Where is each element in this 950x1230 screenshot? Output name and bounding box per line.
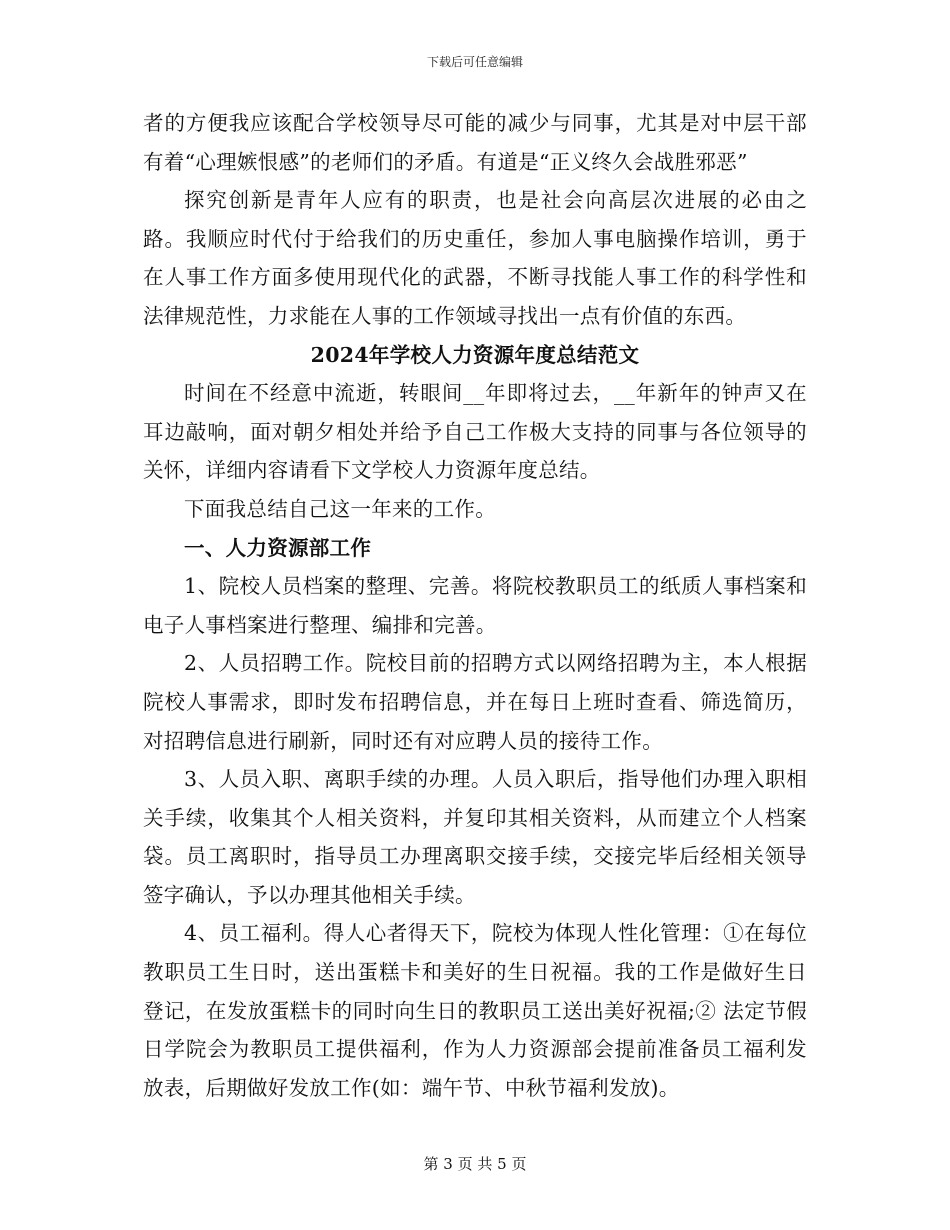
summary-lead-paragraph: 下面我总结自己这一年来的工作。 (184, 496, 496, 521)
intro-paragraph: 时间在不经意中流逝，转眼间__年即将过去，__年新年的钟声又在耳边敲响，面对朝夕相处并给予自己工作极大支持的同事与各位领导的关怀，详细内容请看下文学校人力资源年度总结。 (143, 381, 807, 483)
section-heading: 一、人力资源部工作 (184, 535, 372, 560)
innovation-paragraph: 探究创新是青年人应有的职责，也是社会向高层次进展的必由之路。我顺应时代付于给我们的历史重任，参加人事电脑操作培训，勇于在人事工作方面多使用现代化的武器，不断寻找能人事工作的科学性和法律规范性，力求能在人事的工作领域寻找出一点有价值的东西。 (143, 188, 807, 328)
list-item: 4、员工福利。得人心者得天下，院校为体现人性化管理：①在每位教职员工生日时，送出蛋糕卡和美好的生日祝福。我的工作是做好生日登记，在发放蛋糕卡的同时向生日的教职员工送出美好祝福;② 法定节假日学院会为教职员工提供福利，作为人力资源部会提前准备员工福利发放表，后期做好发放工作(如：端午节、中秋节福利发放)。 (143, 921, 807, 1100)
document-body (143, 104, 807, 1107)
document-title: 2024年学校人力资源年度总结范文 (310, 342, 640, 367)
continuation-paragraph: 者的方便我应该配合学校领导尽可能的减少与同事，尤其是对中层干部有着“心理嫉恨感”的老师们的矛盾。有道是“正义终久会战胜邪恶” (143, 111, 807, 174)
list-item: 2、人员招聘工作。院校目前的招聘方式以网络招聘为主，本人根据院校人事需求，即时发布招聘信息，并在每日上班时查看、筛选简历，对招聘信息进行刷新，同时还有对应聘人员的接待工作。 (143, 651, 807, 753)
page-number: 第 3 页 共 5 页 (423, 1155, 527, 1173)
list-item: 1、院校人员档案的整理、完善。将院校教职员工的纸质人事档案和电子人事档案进行整理、编排和完善。 (143, 574, 807, 637)
list-item: 3、人员入职、离职手续的办理。人员入职后，指导他们办理入职相关手续，收集其个人相关资料，并复印其相关资料，从而建立个人档案袋。员工离职时，指导员工办理离职交接手续，交接完毕后经相关领导签字确认，予以办理其他相关手续。 (143, 767, 807, 907)
page-header: 下载后可任意编辑 (426, 55, 523, 69)
